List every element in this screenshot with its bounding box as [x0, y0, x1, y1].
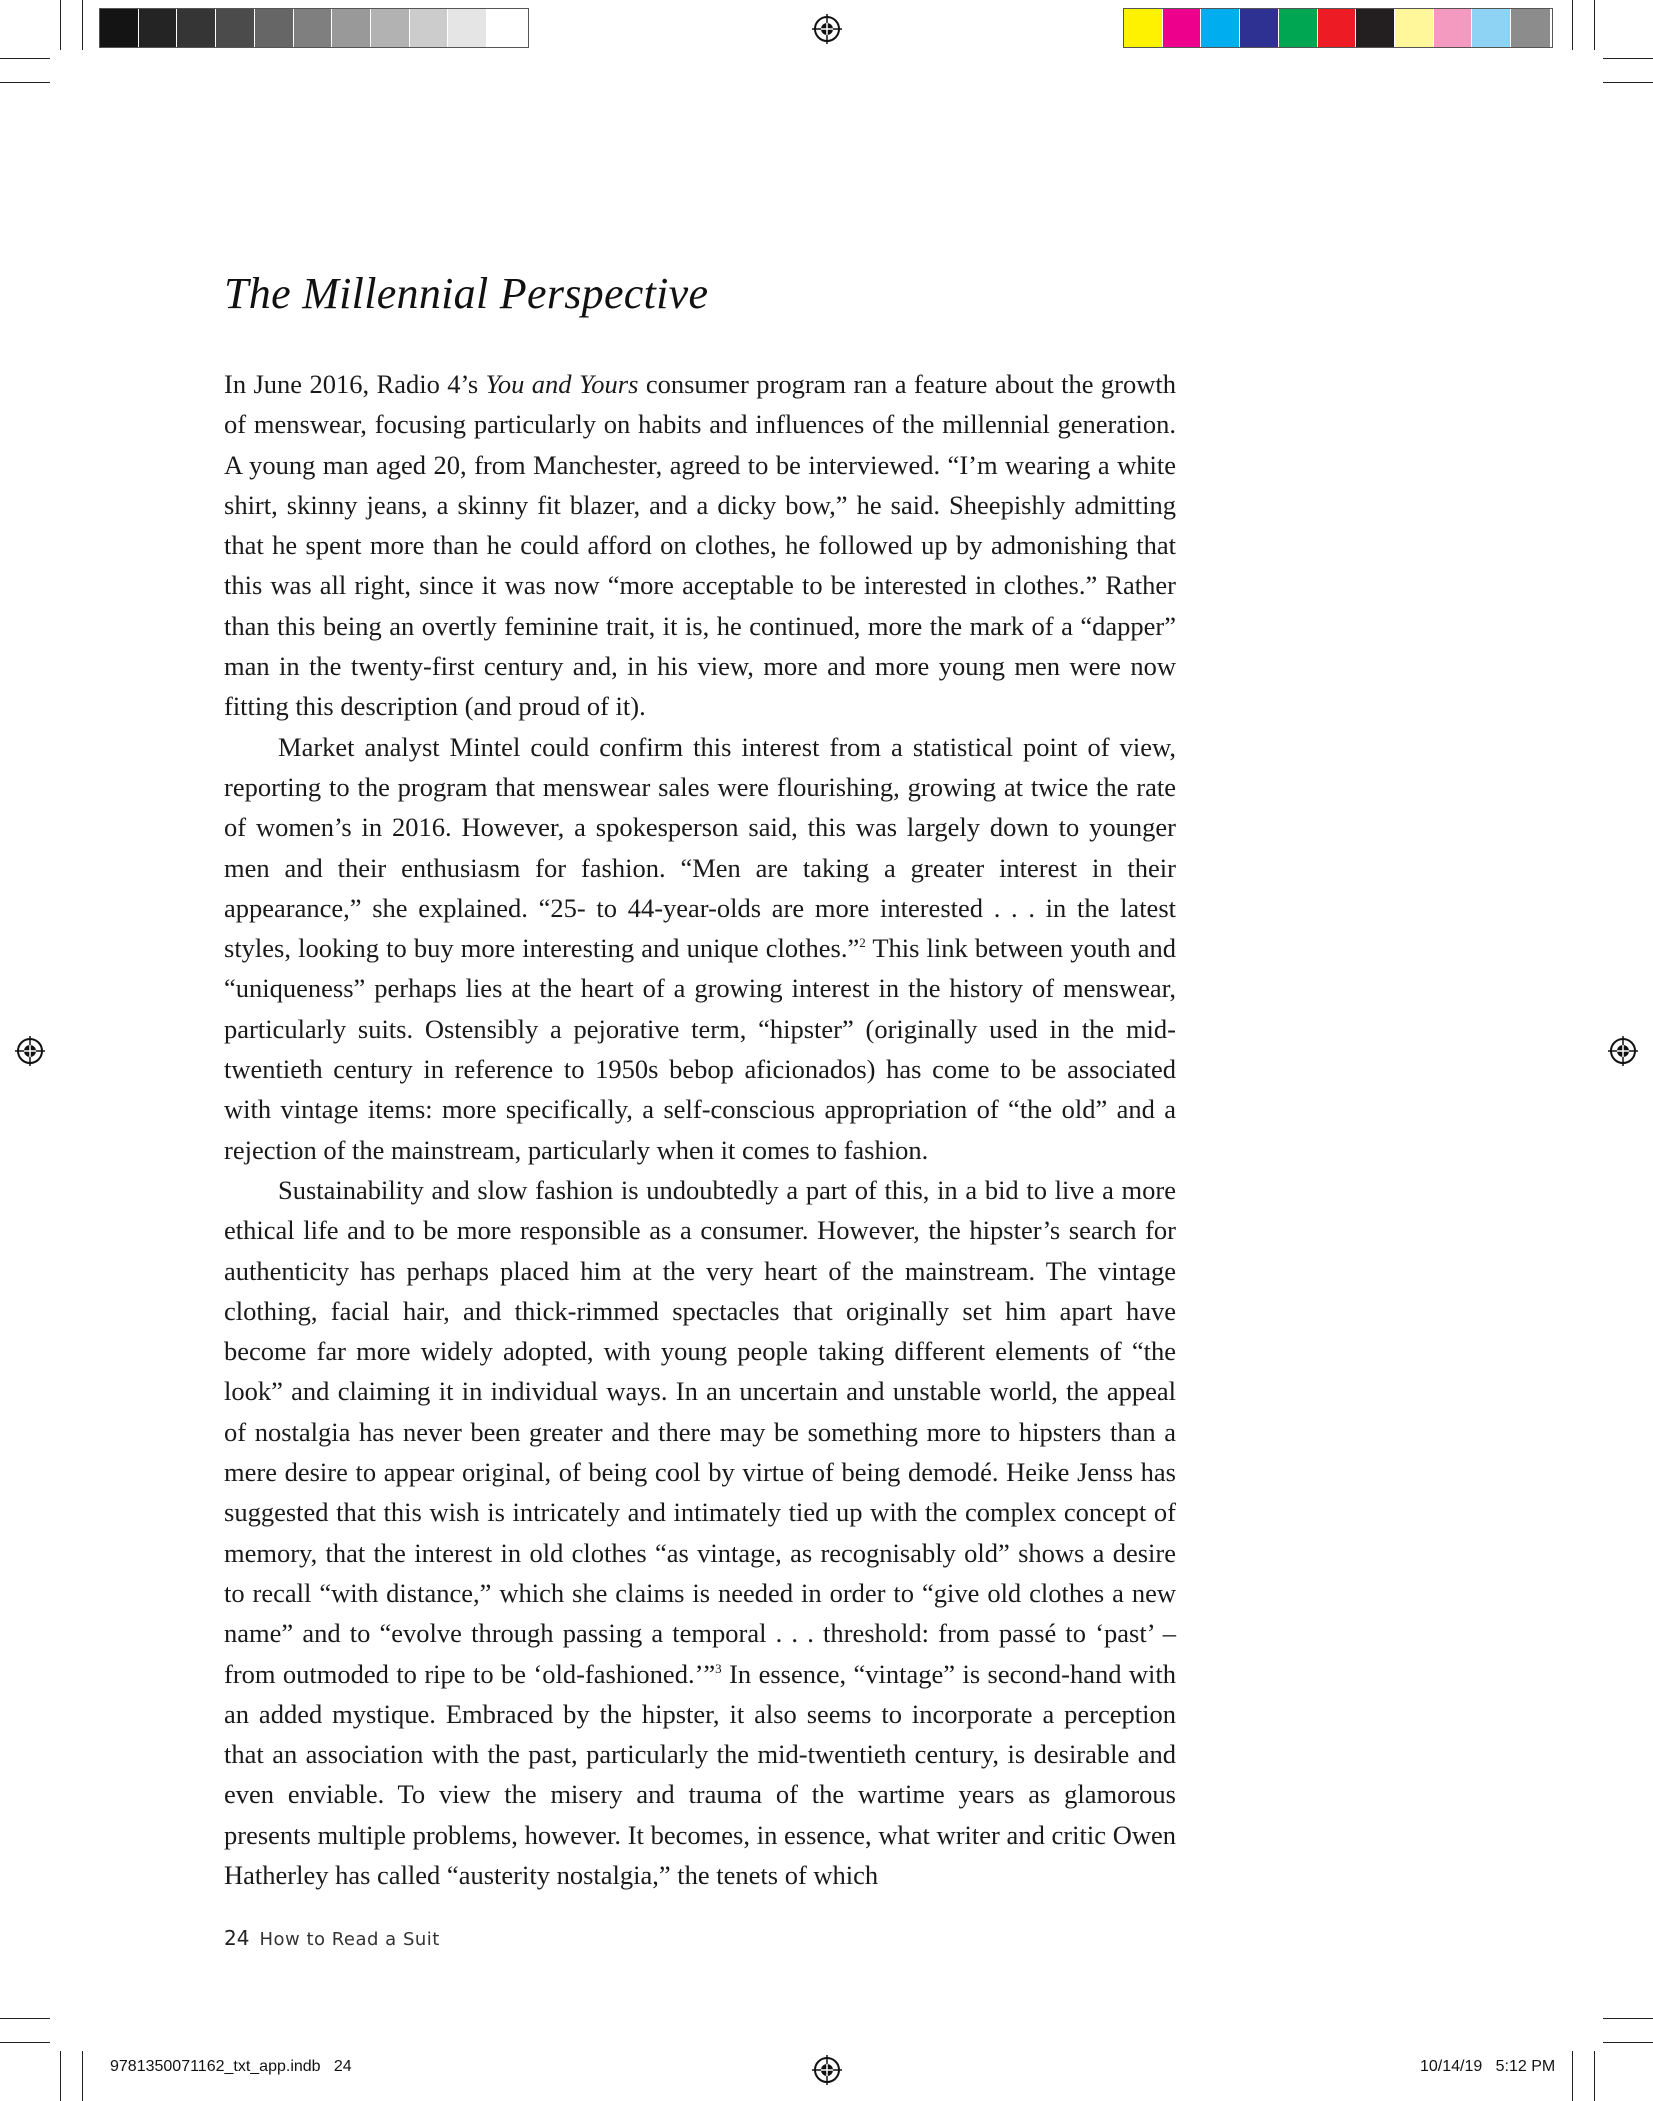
crop-mark	[1603, 2018, 1653, 2019]
crop-mark	[82, 2051, 83, 2101]
paragraph-text: In essence, “vintage” is second-hand with an added mystique. Embraced by the hipster, it also seems to incorporate a perception that an association with the past, particularly the mid-twentieth century, is desirable and even enviable. To view the misery and trauma of the wartime years as glamorous presents multiple problems, however. It becomes, in essence, what writer and critic Owen Hatherley has called “austerity nostalgia,” the tenets of which	[224, 1658, 1177, 1890]
registration-mark-icon	[812, 2055, 842, 2085]
heading-rest: Millennial Perspective	[290, 269, 709, 318]
crop-mark	[1603, 2042, 1653, 2043]
gray-swatch	[139, 9, 178, 47]
heading-word-the: The	[224, 269, 291, 318]
crop-mark	[0, 2042, 50, 2043]
page-footer	[224, 1926, 440, 1950]
color-swatch	[1356, 9, 1395, 47]
paragraph-2	[224, 727, 1176, 1170]
color-swatch	[1318, 9, 1357, 47]
crop-mark	[82, 0, 83, 50]
gray-swatch	[294, 9, 333, 47]
gray-swatch	[448, 9, 487, 47]
crop-mark	[0, 58, 50, 59]
color-swatch	[1279, 9, 1318, 47]
gray-swatch	[216, 9, 255, 47]
section-heading	[224, 268, 708, 319]
slug-file-info: 9781350071162_txt_app.indb 24	[110, 2058, 352, 2075]
crop-mark	[60, 2051, 61, 2101]
color-swatch	[1201, 9, 1240, 47]
color-calibration-bar	[1123, 8, 1553, 48]
crop-mark	[1572, 2051, 1573, 2101]
crop-mark	[0, 2018, 50, 2019]
color-swatch	[1434, 9, 1473, 47]
registration-mark-icon	[15, 1036, 45, 1066]
registration-mark-icon	[812, 14, 842, 44]
crop-mark	[1594, 2051, 1595, 2101]
color-swatch	[1472, 9, 1511, 47]
gray-swatch	[371, 9, 410, 47]
color-swatch	[1163, 9, 1202, 47]
gray-swatch	[255, 9, 294, 47]
gray-swatch	[487, 9, 526, 47]
grayscale-calibration-bar	[99, 8, 529, 48]
footnote-ref: 3	[715, 1660, 722, 1676]
body-text	[224, 364, 1176, 1895]
crop-mark	[1603, 58, 1653, 59]
paragraph-text: This link between youth and “uniqueness” perhaps lies at the heart of a growing interest in the history of menswear, particularly suits. Ostensibly a pejorative term, “hipster” (originally used in the mid-twentieth century in reference to 1950s bebop aficionados) has come to be associated with vintage items: more specifically, a self-conscious appropriation of “the old” and a rejection of the mainstream, particularly when it comes to fashion.	[224, 933, 1176, 1165]
paragraph-text: Market analyst Mintel could confirm this interest from a statistical point of view, reporting to the program that menswear sales were flourishing, growing at twice the rate of women’s in 2016. However, a spokesperson said, this was largely down to younger men and their enthusiasm for fashion. “Men are taking a greater interest in their appearance,” she explained. “25- to 44-year-olds are more interested . . . in the latest styles, looking to buy more interesting and unique clothes.”	[224, 731, 1176, 964]
paragraph-text: Sustainability and slow fashion is undoubtedly a part of this, in a bid to live a more ethical life and to be more responsible as a consumer. However, the hipster’s search for authenticity has perhaps placed him at the very heart of the mainstream. The vintage clothing, facial hair, and thick-rimmed spectacles that originally set him apart have become far more widely adopted, with young people taking different elements of “the look” and claiming it in individual ways. In an uncertain and unstable world, the appeal of nostalgia has never been greater and there may be something more to hipsters than a mere desire to appear original, of being cool by virtue of being demodé. Heike Jenss has suggested that this wish is intricately and intimately tied up with the complex concept of memory, that the interest in old clothes “as vintage, as recognisably old” shows a desire to recall “with distance,” which she claims is needed in order to “give old clothes a new name” and to “evolve through passing a temporal . . . threshold: from passé to ‘past’ – from outmoded to ripe to be ‘old-fashioned.’”	[224, 1174, 1176, 1689]
color-swatch	[1511, 9, 1550, 47]
gray-swatch	[332, 9, 371, 47]
running-head: How to Read a Suit	[259, 1929, 440, 1950]
gray-swatch	[177, 9, 216, 47]
color-swatch	[1240, 9, 1279, 47]
paragraph-1	[224, 364, 1176, 727]
paragraph-text: In June 2016, Radio 4’s	[224, 369, 486, 399]
crop-mark	[60, 0, 61, 50]
crop-mark	[1603, 82, 1653, 83]
crop-mark	[1572, 0, 1573, 50]
footnote-ref: 2	[859, 935, 866, 951]
slug-datetime: 10/14/19 5:12 PM	[1420, 2058, 1556, 2075]
color-swatch	[1124, 9, 1163, 47]
color-swatch	[1395, 9, 1434, 47]
paragraph-text: consumer program ran a feature about the growth of menswear, focusing particularly on habits and influences of the millennial generation. A young man aged 20, from Manchester, agreed to be interviewed. “I’m wearing a white shirt, skinny jeans, a skinny fit blazer, and a dicky bow,” he said. Sheepishly admitting that he spent more than he could afford on clothes, he followed up by admonishing that this was all right, since it was now “more acceptable to be interested in clothes.” Rather than this being an overtly feminine trait, it is, he continued, more the mark of a “dapper” man in the twenty-first century and, in his view, more and more young men were now fitting this description (and proud of it).	[224, 369, 1176, 722]
crop-mark	[0, 82, 50, 83]
gray-swatch	[410, 9, 449, 47]
program-title: You and Yours	[485, 369, 639, 399]
crop-mark	[1594, 0, 1595, 50]
page-number: 24	[224, 1926, 250, 1950]
registration-mark-icon	[1608, 1036, 1638, 1066]
paragraph-3	[224, 1170, 1176, 1895]
gray-swatch	[100, 9, 139, 47]
